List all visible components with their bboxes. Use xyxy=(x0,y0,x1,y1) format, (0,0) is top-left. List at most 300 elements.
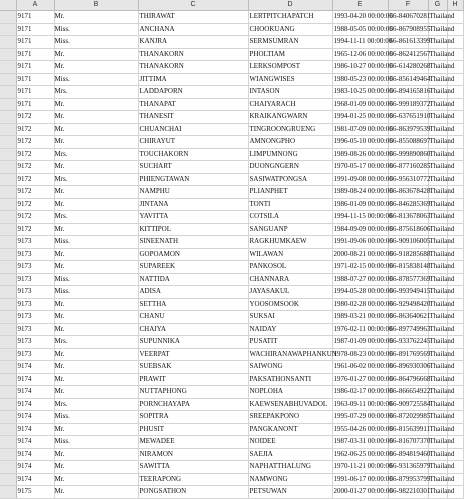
cell-c-first-name[interactable]: SUPAREEK xyxy=(138,261,248,274)
cell-a-id[interactable]: 9172 xyxy=(16,223,54,236)
cell-f-phone[interactable]: 66-840670281 xyxy=(388,11,428,24)
cell-b-title[interactable]: Mrs. xyxy=(54,86,138,99)
cell-b-title[interactable]: Mr. xyxy=(54,448,138,461)
row-header[interactable] xyxy=(0,186,16,199)
cell-f-phone[interactable]: 66-864796668 xyxy=(388,373,428,386)
cell-e-birth-date[interactable]: 1986-02-17 00:00:00 xyxy=(332,386,388,399)
cell-e-birth-date[interactable]: 1994-11-15 00:00:00 xyxy=(332,211,388,224)
cell-f-phone[interactable]: 66-894165816 xyxy=(388,86,428,99)
cell-c-first-name[interactable]: PONGSATHON xyxy=(138,486,248,499)
cell-g-country[interactable]: Thailand xyxy=(428,148,447,161)
cell-e-birth-date[interactable]: 1994-11-11 00:00:00 xyxy=(332,36,388,49)
row-header[interactable] xyxy=(0,386,16,399)
cell-b-title[interactable]: Miss. xyxy=(54,273,138,286)
cell-e-birth-date[interactable]: 1993-04-20 00:00:00 xyxy=(332,11,388,24)
row-header[interactable] xyxy=(0,111,16,124)
row-header[interactable] xyxy=(0,223,16,236)
cell-c-first-name[interactable]: KANJRA xyxy=(138,36,248,49)
cell-d-last-name[interactable]: NOIDEE xyxy=(248,436,332,449)
cell-c-first-name[interactable]: NUTTAPHONG xyxy=(138,386,248,399)
select-all-corner[interactable] xyxy=(0,0,16,11)
cell-a-id[interactable]: 9173 xyxy=(16,298,54,311)
cell-a-id[interactable]: 9173 xyxy=(16,286,54,299)
row-header[interactable] xyxy=(0,448,16,461)
cell-d-last-name[interactable]: LIMPUMNONG xyxy=(248,148,332,161)
cell-a-id[interactable]: 9174 xyxy=(16,361,54,374)
cell-f-phone[interactable]: 66-993949415 xyxy=(388,286,428,299)
cell-e-birth-date[interactable]: 1996-05-10 00:00:00 xyxy=(332,136,388,149)
column-header-e[interactable]: E xyxy=(332,0,388,11)
cell-d-last-name[interactable]: TONTI xyxy=(248,198,332,211)
cell-g-country[interactable]: Thailand xyxy=(428,336,447,349)
cell-b-title[interactable]: Mr. xyxy=(54,486,138,499)
cell-g-country[interactable]: Thailand xyxy=(428,436,447,449)
cell-c-first-name[interactable]: CHANU xyxy=(138,311,248,324)
cell-d-last-name[interactable]: CHOOKUANG xyxy=(248,23,332,36)
cell-e-birth-date[interactable]: 1991-06-17 00:00:00 xyxy=(332,473,388,486)
cell-e-birth-date[interactable]: 1980-02-28 00:00:00 xyxy=(332,298,388,311)
cell-a-id[interactable]: 9173 xyxy=(16,248,54,261)
cell-b-title[interactable]: Mr. xyxy=(54,386,138,399)
cell-g-country[interactable]: Thailand xyxy=(428,323,447,336)
cell-f-phone[interactable]: 66-878577369 xyxy=(388,273,428,286)
cell-d-last-name[interactable]: PUSATIT xyxy=(248,336,332,349)
cell-f-phone[interactable]: 66-982210301 xyxy=(388,486,428,499)
row-header[interactable] xyxy=(0,486,16,499)
cell-c-first-name[interactable]: TEERAPONG xyxy=(138,473,248,486)
row-header[interactable] xyxy=(0,473,16,486)
cell-a-id[interactable]: 9172 xyxy=(16,111,54,124)
cell-b-title[interactable]: Mr. xyxy=(54,373,138,386)
row-header[interactable] xyxy=(0,86,16,99)
cell-a-id[interactable]: 9173 xyxy=(16,236,54,249)
cell-b-title[interactable]: Miss. xyxy=(54,73,138,86)
cell-d-last-name[interactable]: TINGROONGRUENG xyxy=(248,123,332,136)
cell-b-title[interactable]: Miss. xyxy=(54,36,138,49)
cell-c-first-name[interactable]: LADDAPORN xyxy=(138,86,248,99)
cell-c-first-name[interactable]: THANESIT xyxy=(138,111,248,124)
cell-a-id[interactable]: 9172 xyxy=(16,123,54,136)
cell-g-country[interactable]: Thailand xyxy=(428,98,447,111)
cell-a-id[interactable]: 9171 xyxy=(16,73,54,86)
cell-e-birth-date[interactable]: 2000-01-27 00:00:00 xyxy=(332,486,388,499)
cell-f-phone[interactable]: 66-909725584 xyxy=(388,398,428,411)
cell-e-birth-date[interactable]: 1988-05-05 00:00:00 xyxy=(332,23,388,36)
cell-a-id[interactable]: 9172 xyxy=(16,148,54,161)
cell-b-title[interactable]: Mrs. xyxy=(54,173,138,186)
column-header-f[interactable]: F xyxy=(388,0,428,11)
cell-d-last-name[interactable]: AMNONGPHO xyxy=(248,136,332,149)
cell-a-id[interactable]: 9174 xyxy=(16,461,54,474)
cell-e-birth-date[interactable]: 1976-01-27 00:00:00 xyxy=(332,373,388,386)
cell-d-last-name[interactable]: NAIDAY xyxy=(248,323,332,336)
cell-f-phone[interactable]: 66-866654922 xyxy=(388,386,428,399)
cell-g-country[interactable]: Thailand xyxy=(428,198,447,211)
cell-b-title[interactable]: Mr. xyxy=(54,161,138,174)
row-header[interactable] xyxy=(0,311,16,324)
cell-f-phone[interactable]: 66-956310772 xyxy=(388,173,428,186)
cell-g-country[interactable]: Thailand xyxy=(428,111,447,124)
cell-c-first-name[interactable]: CHUANCHAI xyxy=(138,123,248,136)
cell-d-last-name[interactable]: SASIWATPONGSA xyxy=(248,173,332,186)
cell-a-id[interactable]: 9171 xyxy=(16,36,54,49)
cell-g-country[interactable]: Thailand xyxy=(428,448,447,461)
cell-f-phone[interactable]: 66-862412567 xyxy=(388,48,428,61)
cell-g-country[interactable]: Thailand xyxy=(428,423,447,436)
cell-b-title[interactable]: Miss. xyxy=(54,236,138,249)
cell-d-last-name[interactable]: CHAIYARACH xyxy=(248,98,332,111)
cell-e-birth-date[interactable]: 1981-07-09 00:00:00 xyxy=(332,123,388,136)
cell-c-first-name[interactable]: PHUSIT xyxy=(138,423,248,436)
cell-c-first-name[interactable]: THANAPAT xyxy=(138,98,248,111)
cell-d-last-name[interactable]: WACHIRANAWAPHANKUN xyxy=(248,348,332,361)
cell-e-birth-date[interactable]: 1961-06-02 00:00:00 xyxy=(332,361,388,374)
cell-d-last-name[interactable]: SUKSAI xyxy=(248,311,332,324)
cell-g-country[interactable]: Thailand xyxy=(428,361,447,374)
cell-a-id[interactable]: 9172 xyxy=(16,186,54,199)
cell-c-first-name[interactable]: MEWADEE xyxy=(138,436,248,449)
cell-e-birth-date[interactable]: 1962-06-25 00:00:00 xyxy=(332,448,388,461)
cell-c-first-name[interactable]: ANCHANA xyxy=(138,23,248,36)
cell-c-first-name[interactable]: JINTANA xyxy=(138,198,248,211)
cell-a-id[interactable]: 9173 xyxy=(16,348,54,361)
cell-b-title[interactable]: Mr. xyxy=(54,11,138,24)
row-header[interactable] xyxy=(0,173,16,186)
cell-e-birth-date[interactable]: 1963-09-11 00:00:00 xyxy=(332,398,388,411)
column-header-d[interactable]: D xyxy=(248,0,332,11)
cell-c-first-name[interactable]: KITTIPOL xyxy=(138,223,248,236)
cell-e-birth-date[interactable]: 1978-08-23 00:00:00 xyxy=(332,348,388,361)
cell-b-title[interactable]: Mrs. xyxy=(54,211,138,224)
cell-a-id[interactable]: 9174 xyxy=(16,423,54,436)
row-header[interactable] xyxy=(0,248,16,261)
cell-e-birth-date[interactable]: 1994-01-25 00:00:00 xyxy=(332,111,388,124)
cell-g-country[interactable]: Thailand xyxy=(428,398,447,411)
cell-e-birth-date[interactable]: 1989-03-21 00:00:00 xyxy=(332,311,388,324)
cell-b-title[interactable]: Mr. xyxy=(54,323,138,336)
row-header[interactable] xyxy=(0,48,16,61)
cell-a-id[interactable]: 9171 xyxy=(16,48,54,61)
cell-b-title[interactable]: Mr. xyxy=(54,136,138,149)
cell-g-country[interactable]: Thailand xyxy=(428,348,447,361)
cell-e-birth-date[interactable]: 1987-01-09 00:00:00 xyxy=(332,336,388,349)
cell-g-country[interactable]: Thailand xyxy=(428,311,447,324)
cell-c-first-name[interactable]: SUPUNNIKA xyxy=(138,336,248,349)
cell-e-birth-date[interactable]: 1971-02-15 00:00:00 xyxy=(332,261,388,274)
cell-c-first-name[interactable]: NATTIDA xyxy=(138,273,248,286)
cell-e-birth-date[interactable]: 1968-01-09 00:00:00 xyxy=(332,98,388,111)
cell-c-first-name[interactable]: SUEBSAK xyxy=(138,361,248,374)
cell-e-birth-date[interactable]: 1980-05-23 00:00:00 xyxy=(332,73,388,86)
cell-a-id[interactable]: 9174 xyxy=(16,473,54,486)
cell-c-first-name[interactable]: SETTHA xyxy=(138,298,248,311)
cell-g-country[interactable]: Thailand xyxy=(428,23,447,36)
cell-e-birth-date[interactable]: 1965-12-06 00:00:00 xyxy=(332,48,388,61)
cell-c-first-name[interactable]: VEERPAT xyxy=(138,348,248,361)
cell-d-last-name[interactable]: PLIANPHET xyxy=(248,186,332,199)
cell-a-id[interactable]: 9174 xyxy=(16,386,54,399)
cell-a-id[interactable]: 9171 xyxy=(16,11,54,24)
cell-e-birth-date[interactable]: 1994-05-28 00:00:00 xyxy=(332,286,388,299)
row-header[interactable] xyxy=(0,423,16,436)
cell-g-country[interactable]: Thailand xyxy=(428,61,447,74)
cell-g-country[interactable]: Thailand xyxy=(428,86,447,99)
cell-e-birth-date[interactable]: 1991-09-08 00:00:00 xyxy=(332,173,388,186)
cell-a-id[interactable]: 9171 xyxy=(16,23,54,36)
row-header[interactable] xyxy=(0,323,16,336)
cell-a-id[interactable]: 9173 xyxy=(16,336,54,349)
cell-a-id[interactable]: 9174 xyxy=(16,373,54,386)
cell-f-phone[interactable]: 66-879953799 xyxy=(388,473,428,486)
cell-d-last-name[interactable]: YOOSOMSOOK xyxy=(248,298,332,311)
cell-e-birth-date[interactable]: 1986-01-09 00:00:00 xyxy=(332,198,388,211)
column-header-b[interactable]: B xyxy=(54,0,138,11)
cell-d-last-name[interactable]: SAEJIA xyxy=(248,448,332,461)
cell-d-last-name[interactable]: LERKSOMPOST xyxy=(248,61,332,74)
cell-c-first-name[interactable]: YAVITTA xyxy=(138,211,248,224)
cell-g-country[interactable]: Thailand xyxy=(428,173,447,186)
cell-f-phone[interactable]: 66-855088697 xyxy=(388,136,428,149)
cell-d-last-name[interactable]: DUONGNGERN xyxy=(248,161,332,174)
cell-d-last-name[interactable]: COTSILA xyxy=(248,211,332,224)
cell-d-last-name[interactable]: PANGKANONT xyxy=(248,423,332,436)
cell-e-birth-date[interactable]: 1995-07-29 00:00:00 xyxy=(332,411,388,424)
cell-d-last-name[interactable]: NOPLOHA xyxy=(248,386,332,399)
cell-b-title[interactable]: Mr. xyxy=(54,186,138,199)
cell-f-phone[interactable]: 66-815838148 xyxy=(388,261,428,274)
cell-a-id[interactable]: 9173 xyxy=(16,311,54,324)
row-header[interactable] xyxy=(0,136,16,149)
cell-f-phone[interactable]: 66-856149464 xyxy=(388,73,428,86)
cell-b-title[interactable]: Mr. xyxy=(54,123,138,136)
row-header[interactable] xyxy=(0,286,16,299)
cell-d-last-name[interactable]: NAMWONG xyxy=(248,473,332,486)
cell-f-phone[interactable]: 66-875618606 xyxy=(388,223,428,236)
cell-a-id[interactable]: 9172 xyxy=(16,211,54,224)
cell-b-title[interactable]: Mrs. xyxy=(54,336,138,349)
cell-g-country[interactable]: Thailand xyxy=(428,11,447,24)
cell-b-title[interactable]: Mr. xyxy=(54,423,138,436)
cell-e-birth-date[interactable]: 1976-02-11 00:00:00 xyxy=(332,323,388,336)
column-header-h[interactable]: H xyxy=(447,0,463,11)
cell-f-phone[interactable]: 66-897749963 xyxy=(388,323,428,336)
cell-b-title[interactable]: Miss. xyxy=(54,23,138,36)
cell-d-last-name[interactable]: CHANNARA xyxy=(248,273,332,286)
row-header[interactable] xyxy=(0,161,16,174)
cell-f-phone[interactable]: 66-933762245 xyxy=(388,336,428,349)
cell-g-country[interactable]: Thailand xyxy=(428,136,447,149)
row-header[interactable] xyxy=(0,123,16,136)
cell-c-first-name[interactable]: NIRAMON xyxy=(138,448,248,461)
cell-c-first-name[interactable]: JITTIMA xyxy=(138,73,248,86)
cell-f-phone[interactable]: 66-872029985 xyxy=(388,411,428,424)
cell-f-phone[interactable]: 66-999189372 xyxy=(388,98,428,111)
cell-c-first-name[interactable]: TOUCHAKORN xyxy=(138,148,248,161)
row-header[interactable] xyxy=(0,36,16,49)
cell-g-country[interactable]: Thailand xyxy=(428,48,447,61)
cell-c-first-name[interactable]: THANAKORN xyxy=(138,61,248,74)
cell-g-country[interactable]: Thailand xyxy=(428,286,447,299)
cell-b-title[interactable]: Mr. xyxy=(54,361,138,374)
cell-a-id[interactable]: 9173 xyxy=(16,273,54,286)
cell-d-last-name[interactable]: SREEPAKPONO xyxy=(248,411,332,424)
row-header[interactable] xyxy=(0,211,16,224)
cell-b-title[interactable]: Mr. xyxy=(54,48,138,61)
cell-c-first-name[interactable]: PRAWIT xyxy=(138,373,248,386)
column-header-a[interactable]: A xyxy=(16,0,54,11)
cell-g-country[interactable]: Thailand xyxy=(428,411,447,424)
cell-f-phone[interactable]: 66-863979539 xyxy=(388,123,428,136)
cell-d-last-name[interactable]: PETSUWAN xyxy=(248,486,332,499)
cell-f-phone[interactable]: 66-999890860 xyxy=(388,148,428,161)
cell-a-id[interactable]: 9173 xyxy=(16,323,54,336)
cell-a-id[interactable]: 9174 xyxy=(16,448,54,461)
cell-c-first-name[interactable]: SOPITRA xyxy=(138,411,248,424)
cell-b-title[interactable]: Miss. xyxy=(54,411,138,424)
cell-b-title[interactable]: Miss. xyxy=(54,436,138,449)
cell-c-first-name[interactable]: CHIRAYUT xyxy=(138,136,248,149)
cell-d-last-name[interactable]: JAYASAKUL xyxy=(248,286,332,299)
cell-c-first-name[interactable]: CHAIYA xyxy=(138,323,248,336)
cell-b-title[interactable]: Mr. xyxy=(54,348,138,361)
cell-d-last-name[interactable]: NAPHATTHALUNG xyxy=(248,461,332,474)
row-header[interactable] xyxy=(0,348,16,361)
cell-c-first-name[interactable]: GOPOAMON xyxy=(138,248,248,261)
cell-d-last-name[interactable]: KRAIKANGWARN xyxy=(248,111,332,124)
cell-g-country[interactable]: Thailand xyxy=(428,386,447,399)
cell-d-last-name[interactable]: PHOLTIAM xyxy=(248,48,332,61)
row-header[interactable] xyxy=(0,411,16,424)
cell-f-phone[interactable]: 66-846285369 xyxy=(388,198,428,211)
row-header[interactable] xyxy=(0,61,16,74)
cell-b-title[interactable]: Mr. xyxy=(54,261,138,274)
cell-c-first-name[interactable]: THANAKORN xyxy=(138,48,248,61)
cell-c-first-name[interactable]: SUCHART xyxy=(138,161,248,174)
row-header[interactable] xyxy=(0,236,16,249)
cell-g-country[interactable]: Thailand xyxy=(428,211,447,224)
cell-d-last-name[interactable]: SAIWONG xyxy=(248,361,332,374)
cell-g-country[interactable]: Thailand xyxy=(428,273,447,286)
cell-b-title[interactable]: Mr. xyxy=(54,461,138,474)
row-header[interactable] xyxy=(0,398,16,411)
cell-e-birth-date[interactable]: 1970-11-21 00:00:00 xyxy=(332,461,388,474)
cell-e-birth-date[interactable]: 1983-10-25 00:00:00 xyxy=(332,86,388,99)
cell-b-title[interactable]: Mr. xyxy=(54,61,138,74)
cell-c-first-name[interactable]: SAWITTA xyxy=(138,461,248,474)
row-header[interactable] xyxy=(0,436,16,449)
cell-f-phone[interactable]: 66-896930306 xyxy=(388,361,428,374)
cell-f-phone[interactable]: 66-877160285 xyxy=(388,161,428,174)
cell-f-phone[interactable]: 66-861613399 xyxy=(388,36,428,49)
row-header[interactable] xyxy=(0,11,16,24)
row-header[interactable] xyxy=(0,148,16,161)
cell-d-last-name[interactable]: WILAWAN xyxy=(248,248,332,261)
row-header[interactable] xyxy=(0,261,16,274)
cell-f-phone[interactable]: 66-637651910 xyxy=(388,111,428,124)
column-header-c[interactable]: C xyxy=(138,0,248,11)
cell-a-id[interactable]: 9171 xyxy=(16,98,54,111)
cell-g-country[interactable]: Thailand xyxy=(428,186,447,199)
cell-a-id[interactable]: 9175 xyxy=(16,486,54,499)
cell-a-id[interactable]: 9172 xyxy=(16,173,54,186)
cell-e-birth-date[interactable]: 1955-04-26 00:00:00 xyxy=(332,423,388,436)
row-header[interactable] xyxy=(0,461,16,474)
cell-d-last-name[interactable]: LERTPITCHAPATCH xyxy=(248,11,332,24)
cell-a-id[interactable]: 9172 xyxy=(16,198,54,211)
cell-e-birth-date[interactable]: 1970-05-17 00:00:00 xyxy=(332,161,388,174)
cell-f-phone[interactable]: 66-894819460 xyxy=(388,448,428,461)
cell-a-id[interactable]: 9172 xyxy=(16,136,54,149)
cell-d-last-name[interactable]: RAGKHUMKAEW xyxy=(248,236,332,249)
cell-f-phone[interactable]: 66-815639911 xyxy=(388,423,428,436)
cell-f-phone[interactable]: 66-813678063 xyxy=(388,211,428,224)
cell-b-title[interactable]: Mr. xyxy=(54,223,138,236)
cell-c-first-name[interactable]: PORNCHAYAPA xyxy=(138,398,248,411)
row-header[interactable] xyxy=(0,73,16,86)
cell-d-last-name[interactable]: PAKSATHONSANTI xyxy=(248,373,332,386)
cell-d-last-name[interactable]: SERMSUMRAN xyxy=(248,36,332,49)
cell-f-phone[interactable]: 66-867908955 xyxy=(388,23,428,36)
cell-a-id[interactable]: 9171 xyxy=(16,86,54,99)
cell-b-title[interactable]: Mr. xyxy=(54,198,138,211)
cell-f-phone[interactable]: 66-614280268 xyxy=(388,61,428,74)
cell-g-country[interactable]: Thailand xyxy=(428,223,447,236)
cell-c-first-name[interactable]: PHIENGTAWAN xyxy=(138,173,248,186)
cell-d-last-name[interactable]: WIANGWISES xyxy=(248,73,332,86)
cell-f-phone[interactable]: 66-909106005 xyxy=(388,236,428,249)
cell-g-country[interactable]: Thailand xyxy=(428,123,447,136)
cell-f-phone[interactable]: 66-863640621 xyxy=(388,311,428,324)
cell-b-title[interactable]: Mr. xyxy=(54,111,138,124)
cell-b-title[interactable]: Mrs. xyxy=(54,148,138,161)
cell-d-last-name[interactable]: PANKOSOL xyxy=(248,261,332,274)
cell-g-country[interactable]: Thailand xyxy=(428,461,447,474)
cell-e-birth-date[interactable]: 1989-08-26 00:00:00 xyxy=(332,148,388,161)
cell-b-title[interactable]: Mr. xyxy=(54,298,138,311)
cell-b-title[interactable]: Mr. xyxy=(54,311,138,324)
cell-e-birth-date[interactable]: 1984-09-09 00:00:00 xyxy=(332,223,388,236)
cell-g-country[interactable]: Thailand xyxy=(428,486,447,499)
row-header[interactable] xyxy=(0,198,16,211)
row-header[interactable] xyxy=(0,98,16,111)
cell-d-last-name[interactable]: INTASON xyxy=(248,86,332,99)
cell-a-id[interactable]: 9171 xyxy=(16,61,54,74)
cell-a-id[interactable]: 9172 xyxy=(16,161,54,174)
cell-e-birth-date[interactable]: 2000-08-21 00:00:00 xyxy=(332,248,388,261)
cell-g-country[interactable]: Thailand xyxy=(428,298,447,311)
cell-g-country[interactable]: Thailand xyxy=(428,373,447,386)
cell-b-title[interactable]: Mrs. xyxy=(54,398,138,411)
cell-f-phone[interactable]: 66-931365979 xyxy=(388,461,428,474)
cell-a-id[interactable]: 9174 xyxy=(16,398,54,411)
cell-e-birth-date[interactable]: 1991-09-06 00:00:00 xyxy=(332,236,388,249)
cell-g-country[interactable]: Thailand xyxy=(428,73,447,86)
cell-a-id[interactable]: 9173 xyxy=(16,261,54,274)
cell-g-country[interactable]: Thailand xyxy=(428,36,447,49)
cell-e-birth-date[interactable]: 1987-03-31 00:00:00 xyxy=(332,436,388,449)
cell-b-title[interactable]: Mr. xyxy=(54,98,138,111)
row-header[interactable] xyxy=(0,373,16,386)
row-header[interactable] xyxy=(0,361,16,374)
cell-b-title[interactable]: Mr. xyxy=(54,248,138,261)
row-header[interactable] xyxy=(0,336,16,349)
cell-c-first-name[interactable]: NAMPHU xyxy=(138,186,248,199)
cell-g-country[interactable]: Thailand xyxy=(428,261,447,274)
row-header[interactable] xyxy=(0,273,16,286)
cell-d-last-name[interactable]: KAEWSENABHUVADOL xyxy=(248,398,332,411)
column-header-g[interactable]: G xyxy=(428,0,447,11)
cell-e-birth-date[interactable]: 1988-07-27 00:00:00 xyxy=(332,273,388,286)
